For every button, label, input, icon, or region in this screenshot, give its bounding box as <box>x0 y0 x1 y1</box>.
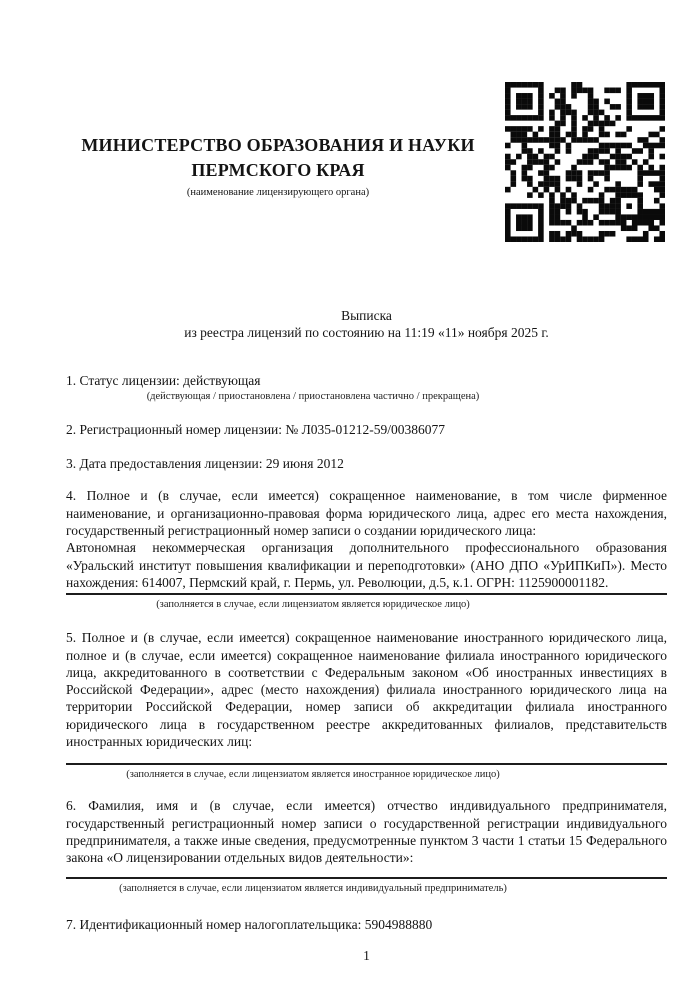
item-registration-number <box>66 421 667 438</box>
legal-entity-caption: (заполняется в случае, если лицензиатом является юридическое лицо) <box>156 599 470 611</box>
individual-entrepreneur-label: 6. Фамилия, имя и (в случае, если имеется) отчество индивидуального предпринимателя, государственный регистрационный номер записи о государственной регистрации индивидуального предпринимателя, а также иные сведения, предусмотренные пунктом 3 части 1 статьи 15 Федерального закона «О лицензировании отдельных видов деятельности»: <box>66 798 667 866</box>
license-status-text: 1. Статус лицензии: действующая <box>66 372 261 388</box>
legal-entity-label: 4. Полное и (в случае, если имеется) сокращенное наименование, в том числе фирменное наименование, и организационно-правовая форма юридического лица, адрес его места нахождения, государственный регистрационный номер записи о создании юридического лица: <box>66 488 667 539</box>
individual-entrepreneur-blank-line <box>66 877 667 879</box>
legal-entity-underline <box>66 593 667 595</box>
registration-number-text: 2. Регистрационный номер лицензии: № Л035-01212-59/00386077 <box>66 421 446 437</box>
document-header <box>66 0 490 199</box>
licensing-authority-name <box>66 133 490 183</box>
item-individual-entrepreneur <box>66 797 667 895</box>
license-status-caption: (действующая / приостановлена / приостановлена частично / прекращена) <box>146 390 480 402</box>
legal-entity-value: Автономная некоммерческая организация дополнительного профессионального образования «Уральский институт повышения квалификации и переподготовки» (АНО ДПО «УрИПКиП»). Место нахождения: 614007, Пермский край, г. Пермь, ул. Революции, д.5, к.1. ОГРН: 1125900001182. <box>66 540 667 590</box>
item-license-status <box>66 372 667 404</box>
item-legal-entity <box>66 487 667 612</box>
item-grant-date <box>66 455 667 472</box>
taxpayer-number-text: 7. Идентификационный номер налогоплательщика: 5904988880 <box>66 916 433 932</box>
document-title <box>66 307 667 342</box>
page-number: 1 <box>363 947 370 963</box>
ministry-name-line2: ПЕРМСКОГО КРАЯ <box>191 160 365 180</box>
individual-entrepreneur-caption: (заполняется в случае, если лицензиатом является индивидуальный предприниматель) <box>119 882 507 894</box>
grant-date-text: 3. Дата предоставления лицензии: 29 июня 2012 <box>66 456 344 472</box>
qr-code-icon <box>505 82 665 242</box>
item-foreign-entity <box>66 629 667 782</box>
item-taxpayer-number <box>66 916 667 933</box>
foreign-entity-label: 5. Полное и (в случае, если имеется) сокращенное наименование иностранного юридического лица, полное и (в случае, если имеется) сокращенное наименование филиала иностранного юридического лица, аккредитованного в соответствии с Федеральным законом «Об иностранных инвестициях в Российской Федерации», адрес (место нахождения) филиала иностранного юридического лица на территории Российской Федерации, номер записи об аккредитации филиала иностранного юридического лица в государственном реестре аккредитованных филиалов, представительств иностранных юридических лиц: <box>66 630 667 750</box>
ministry-caption: (наименование лицензирующего органа) <box>186 187 370 198</box>
foreign-entity-blank-line <box>66 763 667 765</box>
title-subheading: из реестра лицензий по состоянию на 11:19 «11» ноября 2025 г. <box>184 325 549 341</box>
title-heading: Выписка <box>341 308 392 323</box>
ministry-name-line1: МИНИСТЕРСТВО ОБРАЗОВАНИЯ И НАУКИ <box>81 135 475 155</box>
foreign-entity-caption: (заполняется в случае, если лицензиатом является иностранное юридическое лицо) <box>126 769 500 781</box>
